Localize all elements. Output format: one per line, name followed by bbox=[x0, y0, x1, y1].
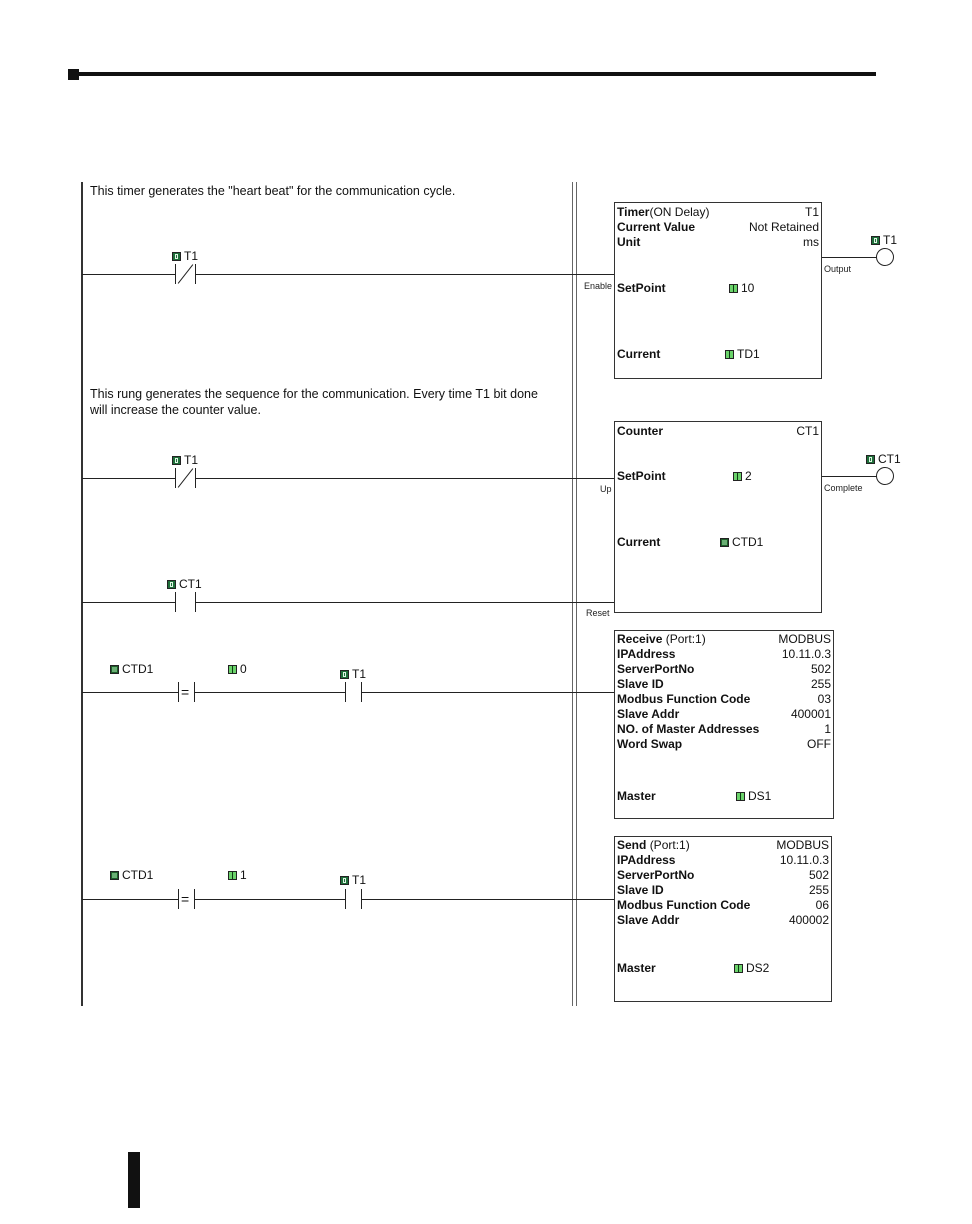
timer-output-coil[interactable] bbox=[876, 248, 894, 266]
counter-current-value: CTD1 bbox=[732, 535, 764, 549]
counter-id: CT1 bbox=[796, 424, 819, 438]
rung4-compare-a-tag bbox=[110, 868, 153, 882]
receive-master-label: Master bbox=[617, 789, 656, 803]
receive-param-value: 10.11.0.3 bbox=[781, 647, 831, 661]
send-master-label: Master bbox=[617, 961, 656, 975]
receive-master-value: DS1 bbox=[748, 789, 772, 803]
rung2-wire-b bbox=[196, 478, 614, 479]
rung4-wire-a bbox=[82, 899, 178, 900]
counter-setpoint-tag bbox=[733, 469, 752, 483]
rung2-wire-a bbox=[82, 478, 175, 479]
rung2-contact-tag[interactable] bbox=[172, 453, 198, 467]
timer-current-value-label: Current Value bbox=[617, 220, 696, 234]
counter-coil-label: CT1 bbox=[878, 452, 901, 466]
rung3-contact-label: T1 bbox=[352, 667, 367, 681]
rung4-contact-tag[interactable] bbox=[340, 873, 366, 887]
receive-param-label: IPAddress bbox=[617, 647, 676, 661]
rung1-comment: This timer generates the "heart beat" for the communication cycle. bbox=[90, 184, 456, 198]
send-protocol: MODBUS bbox=[776, 838, 829, 852]
counter-complete-coil[interactable] bbox=[876, 467, 894, 485]
counter-up-pin: Up bbox=[600, 484, 612, 494]
receive-param-label: Word Swap bbox=[617, 737, 683, 751]
timer-output-pin: Output bbox=[824, 264, 852, 274]
bit-icon bbox=[340, 670, 349, 679]
rung4-contact-label: T1 bbox=[352, 873, 367, 887]
rung3-compare-a: CTD1 bbox=[122, 662, 154, 676]
send-port: (Port:1) bbox=[649, 838, 690, 852]
rung1-contact-label: T1 bbox=[184, 249, 199, 263]
timer-title: Timer bbox=[617, 205, 650, 219]
rung4-contact-bar-left bbox=[345, 889, 346, 909]
rung4-equal-symbol[interactable]: = bbox=[181, 891, 190, 907]
receive-param-value: 1 bbox=[824, 722, 831, 736]
send-param-label: Slave Addr bbox=[617, 913, 680, 927]
rung1-contact-slash bbox=[178, 264, 194, 284]
timer-coil-label: T1 bbox=[883, 233, 898, 247]
receive-master-tag bbox=[736, 789, 771, 803]
receive-param-value: 255 bbox=[810, 677, 831, 691]
rung3-compare-bar-left bbox=[178, 682, 179, 702]
integer-icon bbox=[729, 284, 738, 293]
receive-param-label: Slave Addr bbox=[617, 707, 680, 721]
rung3-wire-c bbox=[362, 692, 614, 693]
send-param-value: 400002 bbox=[788, 913, 829, 927]
rung1-wire-b bbox=[196, 274, 614, 275]
bit-icon bbox=[866, 455, 875, 464]
rung3-contact-tag[interactable] bbox=[340, 667, 366, 681]
counter-block[interactable] bbox=[614, 421, 822, 613]
send-block[interactable] bbox=[614, 836, 832, 1002]
receive-port: (Port:1) bbox=[665, 632, 706, 646]
rung3-wire-b bbox=[195, 692, 345, 693]
rung1-contact-tag[interactable] bbox=[172, 249, 198, 263]
integer-icon bbox=[725, 350, 734, 359]
send-param-value: 255 bbox=[808, 883, 829, 897]
receive-param-value: 400001 bbox=[790, 707, 831, 721]
receive-param-value: 03 bbox=[817, 692, 831, 706]
timer-block[interactable] bbox=[614, 202, 822, 379]
reset-contact-bar-left bbox=[175, 592, 176, 612]
integer-icon bbox=[228, 871, 237, 880]
integer-icon bbox=[736, 792, 745, 801]
counter-setpoint-label: SetPoint bbox=[617, 469, 666, 483]
counter-complete-wire bbox=[822, 476, 878, 477]
footer-bar bbox=[128, 1152, 140, 1208]
counter-setpoint-value: 2 bbox=[745, 469, 752, 483]
rung3-contact-bar-left bbox=[345, 682, 346, 702]
rung3-wire-a bbox=[82, 692, 178, 693]
receive-param-label: Slave ID bbox=[617, 677, 664, 691]
rung3-compare-a-tag bbox=[110, 662, 153, 676]
counter-current-tag bbox=[720, 535, 763, 549]
receive-param-value: OFF bbox=[807, 737, 831, 751]
bit-icon bbox=[340, 876, 349, 885]
rung2-reset-wire-a bbox=[82, 602, 175, 603]
receive-protocol: MODBUS bbox=[778, 632, 831, 646]
timer-setpoint-label: SetPoint bbox=[617, 281, 666, 295]
counter-register-icon bbox=[110, 871, 119, 880]
rung2-contact-label: T1 bbox=[184, 453, 199, 467]
receive-param-label: Modbus Function Code bbox=[617, 692, 751, 706]
send-param-label: IPAddress bbox=[617, 853, 676, 867]
send-param-value: 502 bbox=[808, 868, 829, 882]
timer-current-tag bbox=[725, 347, 760, 361]
reset-contact-label: CT1 bbox=[179, 577, 202, 591]
counter-complete-pin: Complete bbox=[824, 483, 863, 493]
integer-icon bbox=[228, 665, 237, 674]
rung1-wire-a bbox=[82, 274, 175, 275]
rung4-wire-b bbox=[195, 899, 345, 900]
rung2-comment-line1: This rung generates the sequence for the communication. Every time T1 bit done bbox=[90, 387, 538, 401]
rung4-wire-c bbox=[362, 899, 614, 900]
counter-register-icon bbox=[720, 538, 729, 547]
rung4-compare-bar-left bbox=[178, 889, 179, 909]
rung4-compare-b-tag bbox=[228, 868, 247, 882]
counter-current-label: Current bbox=[617, 535, 661, 549]
counter-coil-tag bbox=[866, 452, 901, 466]
timer-enable-pin: Enable bbox=[584, 281, 613, 291]
right-power-rail-inner bbox=[576, 182, 577, 1006]
send-title: Send bbox=[617, 838, 647, 852]
timer-current-value: TD1 bbox=[737, 347, 760, 361]
bit-icon bbox=[167, 580, 176, 589]
receive-param-value: 502 bbox=[810, 662, 831, 676]
send-param-value: 06 bbox=[815, 898, 829, 912]
rung3-compare-b: 0 bbox=[240, 662, 247, 676]
receive-block[interactable] bbox=[614, 630, 834, 819]
rung2-contact-slash bbox=[178, 468, 194, 488]
timer-mode: (ON Delay) bbox=[649, 205, 710, 219]
counter-title: Counter bbox=[617, 424, 663, 438]
timer-output-wire bbox=[822, 257, 878, 258]
timer-id: T1 bbox=[804, 205, 819, 219]
header-square bbox=[68, 69, 79, 80]
rung3-compare-b-tag bbox=[228, 662, 247, 676]
rung4-compare-a: CTD1 bbox=[122, 868, 154, 882]
bit-icon bbox=[871, 236, 880, 245]
timer-coil-tag bbox=[871, 233, 897, 247]
rung4-compare-b: 1 bbox=[240, 868, 247, 882]
send-param-label: Slave ID bbox=[617, 883, 664, 897]
rung2-reset-wire-b bbox=[196, 602, 614, 603]
integer-icon bbox=[734, 964, 743, 973]
send-master-value: DS2 bbox=[746, 961, 770, 975]
send-param-label: Modbus Function Code bbox=[617, 898, 751, 912]
bit-icon bbox=[172, 456, 181, 465]
timer-setpoint-value: 10 bbox=[741, 281, 755, 295]
rung1-contact-bar-left bbox=[175, 264, 176, 284]
timer-unit: ms bbox=[803, 235, 819, 249]
timer-setpoint-tag bbox=[729, 281, 754, 295]
rung3-equal-symbol[interactable]: = bbox=[181, 684, 190, 700]
send-param-value: 10.11.0.3 bbox=[779, 853, 829, 867]
receive-param-label: ServerPortNo bbox=[617, 662, 695, 676]
rung2-comment-line2: will increase the counter value. bbox=[90, 403, 261, 417]
timer-current-value: Not Retained bbox=[748, 220, 819, 234]
right-power-rail bbox=[572, 182, 573, 1006]
left-power-rail bbox=[81, 182, 83, 1006]
rung2-contact-bar-left bbox=[175, 468, 176, 488]
timer-unit-label: Unit bbox=[617, 235, 641, 249]
timer-current-label: Current bbox=[617, 347, 661, 361]
counter-reset-pin: Reset bbox=[586, 608, 610, 618]
receive-param-label: NO. of Master Addresses bbox=[617, 722, 760, 736]
integer-icon bbox=[733, 472, 742, 481]
send-master-tag bbox=[734, 961, 769, 975]
reset-contact-tag[interactable] bbox=[167, 577, 202, 591]
receive-title: Receive bbox=[617, 632, 663, 646]
header-rule bbox=[79, 72, 876, 76]
counter-register-icon bbox=[110, 665, 119, 674]
send-param-label: ServerPortNo bbox=[617, 868, 695, 882]
bit-icon bbox=[172, 252, 181, 261]
